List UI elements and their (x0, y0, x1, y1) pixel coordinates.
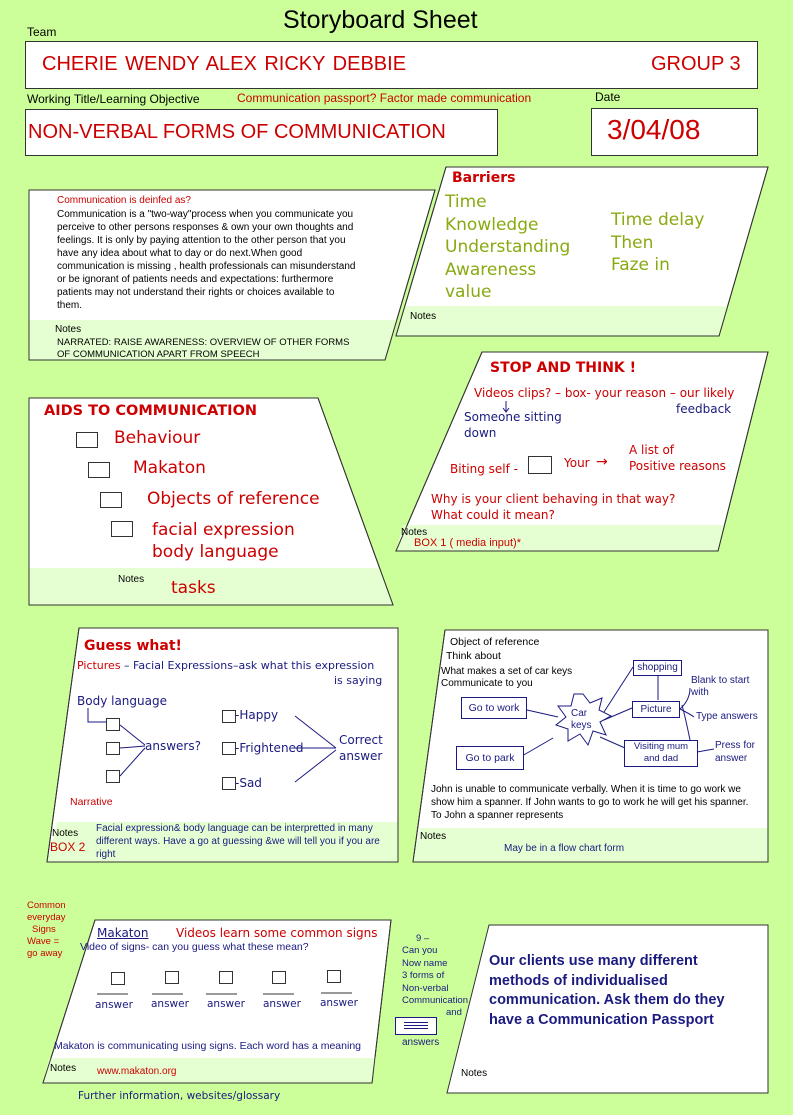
videos-line (474, 386, 734, 400)
think-about: Think about (446, 650, 501, 662)
pictures-line (77, 659, 374, 672)
aid-item: Makaton (133, 458, 206, 478)
panel1-notes: NARRATED: RAISE AWARENESS: OVERVIEW OF OTHER FORMS OF COMMUNICATION APART FROM SPEECH (57, 337, 350, 360)
go-to-work-node: Go to work (461, 697, 527, 719)
narrative-label: Narrative (70, 796, 113, 808)
working-title-note: Communication passport? Factor made communication (237, 91, 532, 105)
side-note-line: Common (27, 900, 66, 911)
panel4-notes-label: Notes (401, 527, 428, 538)
question-1: Why is your client behaving in that way? (431, 492, 676, 506)
checkbox-facial[interactable] (111, 521, 133, 537)
side-note-line: go away (27, 948, 63, 959)
mid-note-line: Now name (402, 957, 448, 969)
sign-box[interactable] (111, 972, 125, 985)
happy-box[interactable] (222, 710, 236, 723)
happy-label: -Happy (235, 708, 279, 722)
page-title: Storyboard Sheet (283, 6, 478, 34)
blank-label-2: with (691, 687, 709, 698)
mid-note (402, 933, 468, 1020)
sad-label: -Sad (235, 776, 262, 790)
panel2-notes-label: Notes (410, 311, 437, 322)
body-answer-box[interactable] (106, 718, 120, 731)
sign-box[interactable] (219, 971, 233, 984)
checkbox-makaton[interactable] (88, 462, 110, 478)
aid-item: Objects of reference (147, 489, 320, 509)
correct-label-1: Correct (339, 733, 383, 747)
biting-text: Biting self - (450, 462, 518, 476)
car-keys-label-2: keys (571, 720, 592, 731)
working-title-label: Working Title/Learning Objective (27, 92, 200, 106)
team-label: Team (27, 25, 57, 39)
answer-label: answer (320, 997, 358, 1009)
frightened-label: -Frightened (235, 741, 304, 755)
someone-text: Someone sitting (464, 410, 562, 424)
panel7-notes-label: Notes (50, 1063, 77, 1074)
car-keys-label-1: Car (571, 708, 588, 719)
videos-text: Videos clips? – box- your reason – our likely (474, 386, 735, 400)
side-note-line: Signs (32, 924, 56, 935)
group-label: GROUP 3 (651, 53, 741, 75)
panel8-text: Our clients use many different methods of individualised communication. Ask them do they have a Communication Passport (489, 953, 725, 1028)
answers-label: answers? (145, 739, 201, 753)
question-2: What could it mean? (431, 508, 555, 522)
pictures-rest: – Facial Expressions–ask what this expression (120, 659, 375, 672)
barrier-item: Time delay (611, 210, 705, 230)
visiting-node (624, 740, 698, 767)
answers-box-icon[interactable] (395, 1017, 437, 1035)
sign-box[interactable] (165, 971, 179, 984)
body-answer-box[interactable] (106, 770, 120, 783)
makaton-title: Makaton (97, 926, 149, 940)
barrier-item: Then (611, 232, 654, 253)
press-label-2: answer (715, 753, 748, 764)
answer-label: answer (263, 998, 301, 1010)
panel3-notes: tasks (171, 578, 216, 598)
panel5-notes-label: Notes (52, 828, 79, 839)
visiting-label-1: Visiting mum (633, 741, 689, 752)
panel1-body: Communication is a "two-way"process when you communicate you perceive to other persons responses & own your own thoughts and feelings. It is only by paying attention to the other person that you have any idea about what to day or do next.When good communication is missing , health professionals can misunderstand or be ignorant of patients needs and expectations: furthermore patients may not understand their rights or choices available to them. (57, 209, 356, 311)
mid-note-line: 9 – (416, 933, 430, 944)
panel7-notes-band (43, 1058, 376, 1083)
mid-answers: answers (402, 1037, 440, 1048)
car-keys-question-1: What makes a set of car keys (441, 666, 573, 677)
reason-box[interactable] (528, 456, 552, 474)
panel1-heading: Communication is deinfed as? (57, 195, 191, 206)
barrier-item: Awareness (445, 259, 537, 280)
panel2-notes-band (396, 306, 728, 336)
picture-node: Picture (632, 701, 680, 718)
barrier-item: value (445, 282, 492, 302)
panel3-heading: AIDS TO COMMUNICATION (44, 403, 258, 419)
answer-label: answer (95, 999, 133, 1011)
makaton-videos: Videos learn some common signs (176, 926, 378, 940)
body-answer-box[interactable] (106, 742, 120, 755)
barriers-right-list (611, 209, 704, 277)
sad-box[interactable] (222, 777, 236, 790)
checkbox-objects[interactable] (100, 492, 122, 508)
barrier-item: Faze in (611, 255, 670, 275)
date-value: 3/04/08 (607, 114, 701, 145)
mid-note-line: and (446, 1007, 462, 1019)
your-text: Your (564, 456, 590, 470)
checkbox-behaviour[interactable] (76, 432, 98, 448)
barrier-item: Knowledge (445, 214, 539, 235)
barrier-item: Time (445, 192, 487, 212)
type-answers-label: Type answers (696, 711, 758, 722)
panel5-heading: Guess what! (84, 638, 182, 654)
sign-box[interactable] (272, 971, 286, 984)
aid-item: facial expression (152, 520, 295, 540)
body-language-label: Body language (77, 694, 167, 708)
side-note-line: everyday (27, 912, 66, 923)
correct-label-2: answer (339, 749, 383, 763)
panel3-notes-label: Notes (118, 574, 145, 585)
date-label: Date (595, 90, 621, 104)
panel6-heading: Object of reference (450, 636, 540, 648)
aid-item: body language (152, 542, 279, 562)
side-note-line: Wave = (27, 936, 60, 947)
panel5-notes: Facial expression& body language can be interpretted in many different ways. Have a go at guessing &we will tell you if you are right (96, 823, 380, 860)
is-saying: is saying (334, 674, 383, 687)
mid-note-line: 3 forms of (402, 970, 445, 982)
john-story: John is unable to communicate verbally. When it is time to go work we show him a spanner. If John wants to go to work he will get his spanner. To John a spanner represents (431, 784, 749, 821)
press-label-1: Press for (715, 740, 756, 751)
makaton-url[interactable]: www.makaton.org (97, 1066, 177, 1077)
visiting-label-2: and dad (643, 753, 679, 764)
panel2-heading: Barriers (452, 170, 516, 186)
down-text: down (464, 426, 497, 440)
blank-label-1: Blank to start (691, 675, 750, 686)
go-to-park-node: Go to park (456, 746, 524, 770)
mid-note-line: Can you (402, 945, 438, 957)
panel4-box-label: BOX 1 ( media input)* (414, 537, 521, 549)
pictures-label: Pictures (77, 659, 121, 672)
barrier-item: Understanding (445, 237, 571, 257)
answer-label: answer (151, 998, 189, 1010)
list-text-1: A list of (629, 443, 675, 457)
mid-note-line: Non-verbal (402, 982, 449, 994)
answer-label: answer (207, 998, 245, 1010)
further-info: Further information, websites/glossary (78, 1090, 281, 1102)
objective: NON-VERBAL FORMS OF COMMUNICATION (28, 121, 446, 143)
makaton-caption: Makaton is communicating using signs. Each word has a meaning (54, 1040, 361, 1052)
panel5-box-label: BOX 2 (50, 840, 86, 854)
side-note (27, 900, 66, 960)
shopping-node: shopping (633, 660, 682, 676)
barriers-left-list (445, 191, 570, 304)
arrow-icon: → (596, 454, 608, 470)
team-names: CHERIE WENDY ALEX RICKY DEBBIE (42, 53, 407, 75)
feedback-text: feedback (676, 402, 732, 416)
makaton-video-question: Video of signs- can you guess what these mean? (80, 941, 309, 953)
mid-note-line: Communication (402, 995, 468, 1007)
panel8-notes-label: Notes (461, 1068, 488, 1079)
sign-box[interactable] (327, 970, 341, 983)
aid-item: Behaviour (114, 428, 201, 448)
panel6-notes-label: Notes (420, 831, 447, 842)
panel1-notes-label: Notes (55, 324, 82, 335)
frightened-box[interactable] (222, 742, 236, 755)
list-text-2: Positive reasons (629, 459, 726, 473)
panel6-notes: May be in a flow chart form (504, 843, 625, 854)
car-keys-question-2: Communicate to you (441, 678, 533, 689)
panel4-heading: STOP AND THINK ! (490, 360, 637, 376)
